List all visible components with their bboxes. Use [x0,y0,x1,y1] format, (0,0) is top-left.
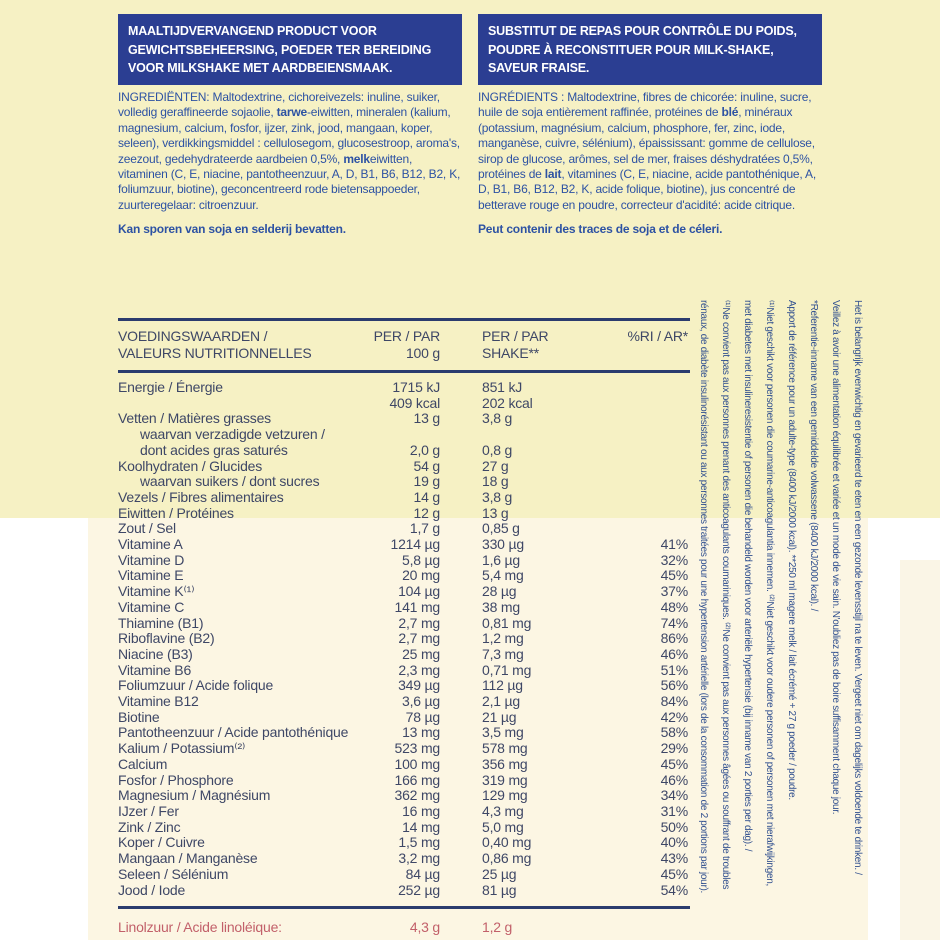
nutrient-name-line: Vitamine E [118,567,184,584]
table-row [118,616,690,632]
cell-ri-percent: 45% [660,567,688,584]
nutrient-name-line: Riboflavine (B2) [118,630,215,647]
column-header-per-shake [482,328,592,362]
value-line: 2,3 mg [398,661,440,678]
cell-per-100g [370,851,440,867]
cell-per-shake [482,835,592,851]
value-line: 104 µg [398,583,440,600]
cell-per-100g [370,694,440,710]
table-row [118,380,690,411]
cell-nutrient-name [118,835,370,851]
cell-nutrient-name [118,851,370,867]
cell-nutrient-name [118,773,370,789]
cell-ri-percent: 34% [660,787,688,804]
value-line: 2,1 µg [482,693,521,710]
nutrient-name-line: waarvan verzadigde vetzuren / [140,426,325,443]
table-row [118,820,690,836]
value-line: 14 g [413,488,440,505]
cell-per-100g [370,490,440,506]
statement-text-nl: MAALTIJDVERVANGEND PRODUCT VOOR GEWICHTSBEHEERSING, POEDER TER BEREIDING VOOR MILKSHAKE MET AARDBEIENSMAAK. [128,24,432,75]
linoleic-label: Linolzuur / Acide linoléique: [118,919,282,936]
cell-ri-percent: 74% [660,614,688,631]
nutrition-table [118,318,690,935]
cell-per-shake [482,521,592,537]
cell-per-shake [482,883,592,899]
header-line: PER / PAR [373,328,440,344]
value-line: 0,85 g [482,520,520,537]
table-row [118,427,690,458]
cell-per-100g [370,710,440,726]
value-line: 81 µg [482,881,517,898]
cell-per-100g [370,663,440,679]
allergen-highlight: melk [343,151,370,166]
value-line: 5,4 mg [482,567,524,584]
cell-ri-percent: 54% [660,881,688,898]
ingredients-text-nl [118,90,464,213]
value-line: 1,7 g [409,520,440,537]
cell-nutrient-name [118,867,370,883]
value-line: 100 mg [394,755,440,772]
cell-ri-percent: 48% [660,598,688,615]
value-line: 319 mg [482,771,528,788]
value-line: 0,8 g [482,441,513,458]
value-line: 2,0 g [409,441,440,458]
nutrient-name-line: IJzer / Fer [118,802,179,819]
nutrient-name-line: Pantotheenzuur / Acide pantothénique [118,724,349,741]
nutrient-name-line: Vezels / Fibres alimentaires [118,488,284,505]
nutrient-name-line: Foliumzuur / Acide folique [118,677,274,694]
nutrient-name-line: Mangaan / Manganèse [118,850,258,867]
table-row [118,773,690,789]
value-line: 1,5 mg [398,834,440,851]
linoleic-per-shake: 1,2 g [482,919,513,936]
value-line: 4,3 mg [482,802,524,819]
table-row [118,694,690,710]
cell-per-100g [370,820,440,836]
nutrient-name-line: Zout / Sel [118,520,176,537]
table-row [118,757,690,773]
cell-nutrient-name [118,521,370,537]
cell-nutrient-name [118,788,370,804]
value-line: 54 g [413,457,440,474]
ingredient-text: , minéraux (potassium, magnésium, calcium, phosphore, fer, zinc, iode, manganèse, cuivre, sélénium), épaississant: gomme de cellulose, sirop de glucose, arômes, sel de mer, fraises déshydratées 0,5%, protéines de [478,105,815,182]
value-line: 3,5 mg [482,724,524,741]
cell-per-shake [482,678,592,694]
nutrient-name-line: Zink / Zinc [118,818,181,835]
cell-nutrient-name [118,663,370,679]
nutrient-name-line: Koper / Cuivre [118,834,205,851]
table-row [118,647,690,663]
nutrient-name-line: Vitamine K⁽¹⁾ [118,583,195,600]
ingredients-section-fr [478,90,824,238]
cell-per-shake [482,474,592,490]
header-line: 100 g [405,345,440,361]
table-row [118,883,690,899]
nutrient-name-line: Jood / Iode [118,881,186,898]
cell-nutrient-name [118,710,370,726]
nutrient-name-line: Eiwitten / Protéines [118,504,234,521]
cell-per-100g [370,553,440,569]
footnote-line: *Referentie-inname van een gemiddelde volwassene (8400 kJ/2000 kcal). / [808,300,819,612]
cell-per-100g [370,773,440,789]
cell-nutrient-name [118,600,370,616]
cell-per-shake [482,694,592,710]
table-row [118,584,690,600]
table-row [118,788,690,804]
nutrition-rows [118,373,690,906]
ingredient-text: -eiwitten, mineralen (kalium, magnesium, calcium, fosfor, ijzer, zink, jood, mangaan, koper, seleen), verdikkingsmiddel : cellulosegom, glucosestroop, aroma's, zeezout, gedehydrateerde aardbeien 0,5%, [118,105,460,166]
cell-nutrient-name [118,380,370,396]
allergen-highlight: tarwe [276,105,307,120]
value-line: 252 µg [398,881,440,898]
cell-per-100g [370,474,440,490]
table-row [118,851,690,867]
cell-per-shake [482,537,592,553]
value-line: 0,40 mg [482,834,532,851]
value-line: 112 µg [482,677,523,694]
value-line: 25 µg [482,865,517,882]
value-line: 13 g [482,504,509,521]
footnote-line: Apport de référence pour un adulte-type (8400 kJ/2000 kcal). **250 ml magere melk / lait écrémé + 27 g poeder / poudre. [786,300,797,800]
cell-ri-percent: 58% [660,724,688,741]
value-line: 523 mg [394,740,440,757]
footnote-line: met diabetes met insulineresistentie of personen die behandeld worden voor arteriële hypertensie (bij inname van 2 porties per dag). / [742,300,753,852]
cell-ri-percent: 29% [660,740,688,757]
cell-nutrient-name [118,427,370,458]
cell-per-100g [370,835,440,851]
cell-per-shake [482,663,592,679]
nutrient-name-line: Energie / Énergie [118,379,223,395]
header-line: PER / PAR [482,328,549,344]
value-line: 362 mg [394,787,440,804]
ingredient-text: INGREDIËNTEN: Maltodextrine, cichoreivezels: inuline, suiker, volledig geraffineerde sojaolie, [118,90,440,120]
nutrient-name-line: Kalium / Potassium⁽²⁾ [118,740,246,757]
cell-nutrient-name [118,616,370,632]
footnote-line: Het is belangrijk evenwichtig en gevarieerd te eten en een gezonde levensstijl na te leven. Vergeet niet om dagelijks voldoende te drinken. / [852,300,863,875]
value-line: 25 mg [402,645,440,662]
cell-per-100g [370,568,440,584]
cell-nutrient-name [118,647,370,663]
cell-per-shake [482,820,592,836]
table-header [118,321,690,370]
table-row [118,553,690,569]
table-row [118,490,690,506]
value-line: 13 mg [402,724,440,741]
footnote-line: ⁽¹⁾Ne convient pas aux personnes prenant des anticoagulants coumariniques. ⁽²⁾Ne convient pas aux personnes âgées ou souffrant de troubles [720,300,731,890]
cell-ri-percent: 32% [660,551,688,568]
cell-per-shake [482,757,592,773]
nutrient-name-line: Vitamine C [118,598,185,615]
cell-nutrient-name [118,506,370,522]
table-row [118,678,690,694]
cell-per-shake [482,490,592,506]
table-title-line1: VOEDINGSWAARDEN / [118,328,268,344]
cell-nutrient-name [118,694,370,710]
cell-ri-percent: 51% [660,661,688,678]
cell-per-100g [370,757,440,773]
cell-per-100g [370,788,440,804]
table-row [118,710,690,726]
table-row [118,663,690,679]
cell-ri-percent: 56% [660,677,688,694]
value-line: 0,81 mg [482,614,532,631]
cell-nutrient-name [118,411,370,427]
value-line: 27 g [482,457,509,474]
cell-per-100g [370,537,440,553]
cell-nutrient-name [118,725,370,741]
cell-per-100g [370,380,440,411]
cell-nutrient-name [118,883,370,899]
cell-per-shake [482,725,592,741]
value-line: 349 µg [398,677,440,694]
value-line: 21 µg [482,708,517,725]
table-row [118,741,690,757]
cell-nutrient-name [118,584,370,600]
nutrient-name-line: Niacine (B3) [118,645,193,662]
cell-per-100g [370,600,440,616]
table-row [118,521,690,537]
cell-nutrient-name [118,678,370,694]
footnote-line: rénaux, de diabète insulinorésistant ou aux personnes traitées pour une hypertension artérielle (lors de la consommation de 2 portions par jour). [698,300,709,893]
cell-per-shake [482,804,592,820]
value-line: 330 µg [482,536,524,553]
ingredient-text: INGRÉDIENTS : Maltodextrine, fibres de chicorée: inuline, sucre, huile de soja entièrement raffinée, protéines de [478,90,812,120]
value-line: 7,3 mg [482,645,524,662]
value-line: 13 g [413,410,440,427]
cell-ri-percent: 46% [660,771,688,788]
cell-per-shake [482,867,592,883]
cell-ri-percent: 50% [660,818,688,835]
allergen-highlight: lait [544,167,562,182]
value-line: 356 mg [482,755,528,772]
statement-box-nl [118,14,462,85]
nutrient-name-line: Vitamine D [118,551,185,568]
allergen-note-nl: Kan sporen van soja en selderij bevatten. [118,222,346,237]
cell-per-100g [370,867,440,883]
cell-ri-percent: 40% [660,834,688,851]
nutrient-name-line: Vitamine A [118,536,183,553]
table-row [118,459,690,475]
table-row [118,411,690,427]
cell-nutrient-name [118,490,370,506]
cell-per-100g [370,804,440,820]
value-line: 851 kJ [482,379,523,395]
cell-per-100g [370,411,440,427]
cell-per-shake [482,600,592,616]
value-line: 5,0 mg [482,818,524,835]
value-line: 84 µg [405,865,440,882]
linoleic-acid-row [118,909,690,935]
value-line: 20 mg [402,567,440,584]
table-row [118,568,690,584]
cell-per-100g [370,584,440,600]
table-row [118,600,690,616]
value-line: 5,8 µg [401,551,440,568]
cell-ri-percent: 43% [660,850,688,867]
cell-per-shake [482,553,592,569]
cell-per-shake [482,584,592,600]
value-line: 1,2 mg [482,630,524,647]
linoleic-ri [592,919,690,935]
cell-ri-percent: 41% [660,536,688,553]
cell-per-shake [482,443,592,459]
value-line: 3,8 g [482,410,513,427]
nutrient-name-line: dont acides gras saturés [140,441,288,458]
nutrient-name-line: Vetten / Matières grasses [118,410,271,427]
header-line: SHAKE** [482,345,539,361]
cell-per-shake [482,741,592,757]
cell-per-shake [482,647,592,663]
value-line: 14 mg [402,818,440,835]
value-line: 166 mg [394,771,440,788]
cell-nutrient-name [118,459,370,475]
value-line: 3,6 µg [401,693,440,710]
cell-per-shake [482,616,592,632]
cell-per-shake [482,568,592,584]
nutrient-name-line: Seleen / Sélénium [118,865,229,882]
cell-per-shake [482,710,592,726]
cell-ri-percent: 46% [660,645,688,662]
vertical-footnotes [692,300,868,940]
nutrient-name-line: Koolhydraten / Glucides [118,457,263,474]
value-line: 18 g [482,473,509,490]
table-header-title [118,328,370,362]
cell-per-100g [370,883,440,899]
nutrient-name-line: Biotine [118,708,160,725]
nutrient-name-line: Vitamine B12 [118,693,199,710]
value-line: 78 µg [405,708,440,725]
ingredients-text-fr [478,90,824,213]
column-header-ri: %RI / AR* [627,328,688,344]
table-row [118,506,690,522]
cell-nutrient-name [118,757,370,773]
value-line: 38 mg [482,598,520,615]
cell-nutrient-name [118,553,370,569]
cell-ri-percent: 42% [660,708,688,725]
statement-text-fr: SUBSTITUT DE REPAS POUR CONTRÔLE DU POIDS, POUDRE À RECONSTITUER POUR MILK-SHAKE, SAVEUR FRAISE. [488,24,797,75]
cell-per-100g [370,443,440,459]
nutrient-name-line: Thiamine (B1) [118,614,204,631]
cell-nutrient-name [118,631,370,647]
cell-per-shake [482,380,592,411]
cell-nutrient-name [118,741,370,757]
allergen-note-fr: Peut contenir des traces de soja et de céleri. [478,222,723,237]
cell-per-shake [482,788,592,804]
nutrient-name-line: Magnesium / Magnésium [118,787,271,804]
label-background-edge [900,560,940,940]
nutrient-name-line: Fosfor / Phosphore [118,771,234,788]
cell-ri-percent: 84% [660,693,688,710]
value-line: 409 kcal [389,394,440,411]
cell-per-shake [482,411,592,427]
cell-per-100g [370,459,440,475]
cell-per-100g [370,741,440,757]
nutrient-name-line: waarvan suikers / dont sucres [140,473,320,490]
ingredient-text: , vitamines (C, E, niacine, acide pantothénique, A, D, B1, B6, B12, B2, K, acide folique, biotine), jus concentré de betterave rouge en poudre, correcteur d'acidité: acide citrique. [478,167,816,212]
cell-per-100g [370,647,440,663]
column-gap [440,328,482,362]
cell-ri-percent: 37% [660,583,688,600]
column-header-per-100g [370,328,440,362]
value-line: 1,6 µg [482,551,521,568]
cell-per-shake [482,773,592,789]
nutrient-name-line: Calcium [118,755,168,772]
table-row [118,474,690,490]
cell-per-100g [370,631,440,647]
cell-per-100g [370,678,440,694]
footnote-line: Veillez à avoir une alimentation équilibrée et variée et un mode de vie sain. N'oubliez pas de boire suffisamment chaque jour. [830,300,841,815]
cell-per-shake [482,506,592,522]
table-title-line2: VALEURS NUTRITIONNELLES [118,345,312,361]
cell-per-shake [482,631,592,647]
column-gap [440,919,482,935]
value-line: 3,8 g [482,488,513,505]
value-line: 0,71 mg [482,661,532,678]
cell-ri-percent: 31% [660,802,688,819]
value-line: 578 mg [482,740,528,757]
cell-per-100g [370,725,440,741]
nutrient-name-line: Vitamine B6 [118,661,192,678]
cell-nutrient-name [118,820,370,836]
cell-ri-percent: 45% [660,865,688,882]
value-line: 2,7 mg [398,630,440,647]
allergen-highlight: blé [721,105,739,120]
value-line: 19 g [413,473,440,490]
value-line: 0,86 mg [482,850,532,867]
value-line: 12 g [413,504,440,521]
table-row [118,804,690,820]
value-line: 28 µg [482,583,517,600]
ingredient-text: eiwitten, vitaminen (C, E, niacine, pantotheenzuur, A, D, B1, B6, B12, B2, K, foliumzuur, biotine), geconcentreerd rode bietensappoeder, zuurteregelaar: citroenzuur. [118,151,461,212]
cell-ri-percent: 86% [660,630,688,647]
cell-nutrient-name [118,474,370,490]
cell-per-100g [370,616,440,632]
cell-per-shake [482,459,592,475]
footnote-line: ⁽¹⁾Niet geschikt voor personen die coumarine-anticoagulantia innemen. ⁽²⁾Niet geschikt voor oudere personen of personen met nierafwijkingen, [764,300,775,886]
value-line: 3,2 mg [398,850,440,867]
cell-nutrient-name [118,568,370,584]
value-line: 202 kcal [482,394,533,411]
table-row [118,835,690,851]
value-line: 16 mg [402,802,440,819]
value-line: 1715 kJ [392,379,440,395]
ingredients-section-nl [118,90,464,238]
value-line: 2,7 mg [398,614,440,631]
cell-nutrient-name [118,804,370,820]
cell-per-100g [370,506,440,522]
table-row [118,631,690,647]
value-line: 141 mg [394,598,440,615]
table-row [118,867,690,883]
cell-ri-percent: 45% [660,755,688,772]
cell-per-shake [482,851,592,867]
value-line: 1214 µg [390,536,440,553]
cell-nutrient-name [118,537,370,553]
statement-box-fr [478,14,822,85]
table-row [118,725,690,741]
table-row [118,537,690,553]
linoleic-per-100g: 4,3 g [409,919,440,936]
value-line: 129 mg [482,787,528,804]
cell-per-100g [370,521,440,537]
